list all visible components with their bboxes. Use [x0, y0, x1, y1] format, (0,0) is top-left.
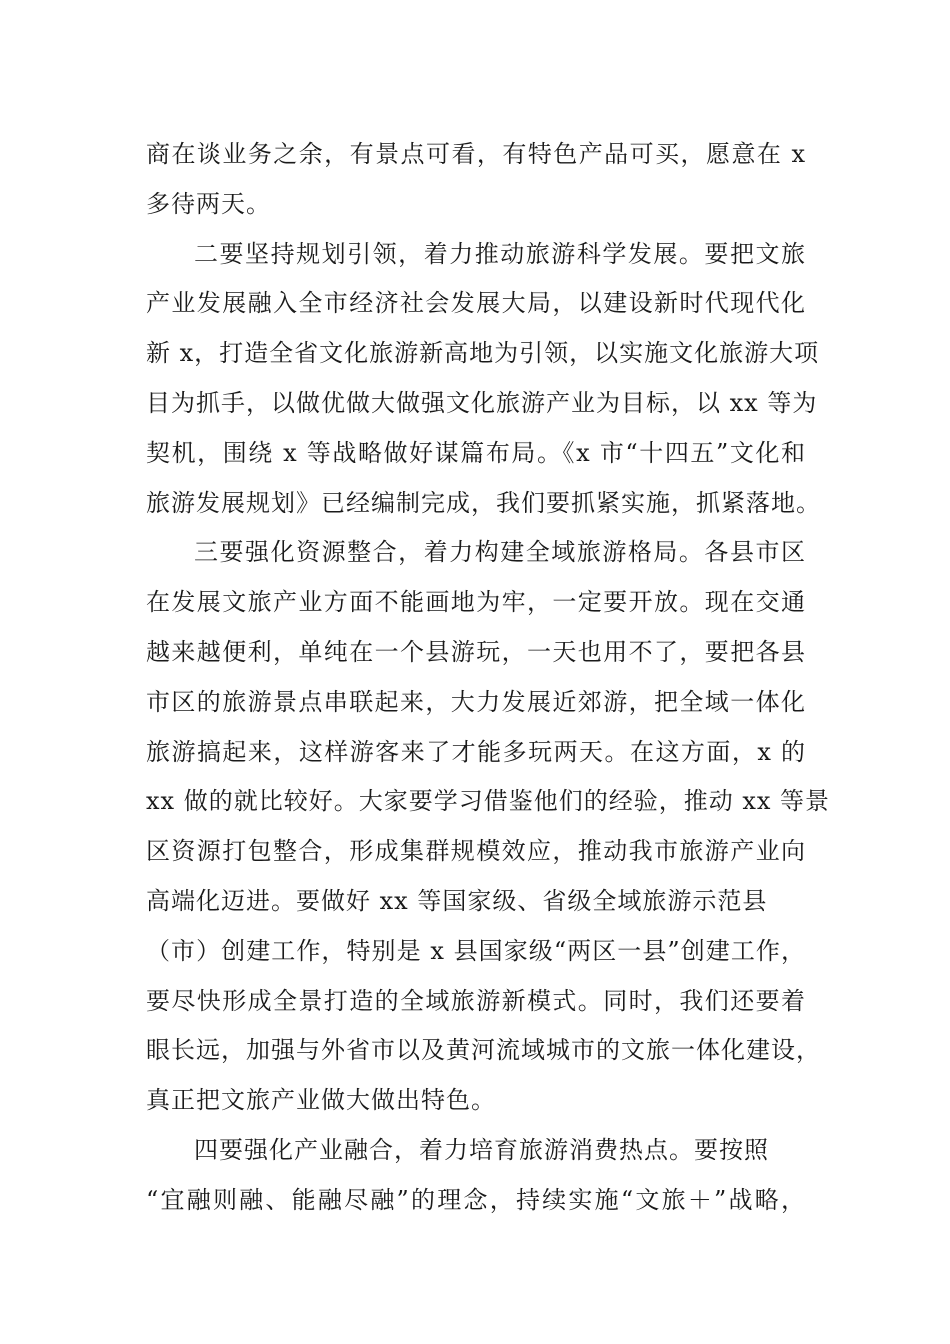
text-line: 旅游发展规划》已经编制完成，我们要抓紧实施，抓紧落地。 — [146, 488, 821, 517]
text-line: 要尽快形成全景打造的全域旅游新模式。同时，我们还要着 — [146, 986, 806, 1015]
text-line: 产业发展融入全市经济社会发展大局，以建设新时代现代化 — [146, 289, 806, 318]
paragraph-first-line: 四要强化产业融合，着力培育旅游消费热点。要按照 — [194, 1135, 769, 1164]
text-line: 旅游搞起来，这样游客来了才能多玩两天。在这方面，x 的 — [146, 737, 806, 766]
text-line: 区资源打包整合，形成集群规模效应，推动我市旅游产业向 — [146, 837, 806, 866]
text-line: 市区的旅游景点串联起来，大力发展近郊游，把全域一体化 — [146, 687, 806, 716]
text-line: 在发展文旅产业方面不能画地为牢，一定要开放。现在交通 — [146, 588, 806, 617]
text-line: 目为抓手，以做优做大做强文化旅游产业为目标，以 xx 等为 — [146, 388, 818, 417]
text-line: 越来越便利，单纯在一个县游玩，一天也用不了，要把各县 — [146, 637, 806, 666]
text-line: 真正把文旅产业做大做出特色。 — [146, 1086, 496, 1115]
text-line: 契机，围绕 x 等战略做好谋篇布局。《x 市“十四五”文化和 — [146, 438, 806, 467]
text-line: 高端化迈进。要做好 xx 等国家级、省级全域旅游示范县 — [146, 886, 768, 915]
text-line: 多待两天。 — [146, 189, 271, 218]
text-line: （市）创建工作，特别是 x 县国家级“两区一县”创建工作， — [146, 936, 806, 965]
paragraph-first-line: 三要强化资源整合，着力构建全域旅游格局。各县市区 — [194, 538, 806, 567]
text-line: xx 做的就比较好。大家要学习借鉴他们的经验，推动 xx 等景 — [146, 787, 831, 816]
text-line: 眼长远，加强与外省市以及黄河流域城市的文旅一体化建设， — [146, 1036, 821, 1065]
paragraph-first-line: 二要坚持规划引领，着力推动旅游科学发展。要把文旅 — [194, 239, 806, 268]
text-line: 商在谈业务之余，有景点可看，有特色产品可买，愿意在 x — [146, 140, 806, 168]
text-line: “宜融则融、能融尽融”的理念，持续实施“文旅＋”战略， — [146, 1185, 806, 1214]
text-line: 新 x，打造全省文化旅游新高地为引领，以实施文化旅游大项 — [146, 339, 820, 368]
document-body — [146, 130, 831, 1226]
